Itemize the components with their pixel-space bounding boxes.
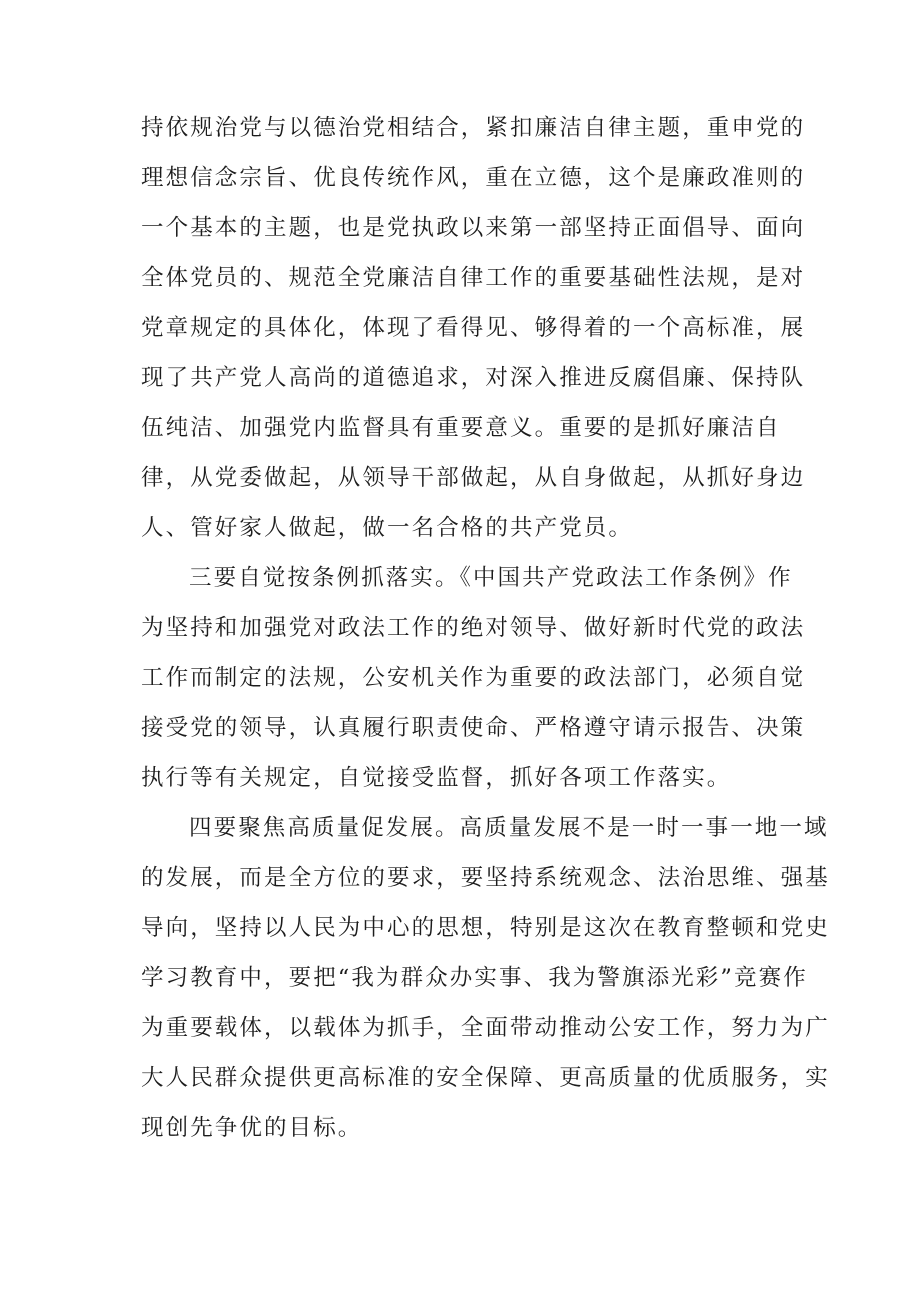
paragraph-line: 全体党员的、规范全党廉洁自律工作的重要基础性法规，是对 [141, 265, 806, 291]
paragraph-line: 现了共产党人高尚的道德追求，对深入推进反腐倡廉、保持队 [141, 365, 806, 391]
paragraph-line: 现创先争优的目标。 [141, 1115, 363, 1141]
paragraph-line: 三要自觉按条例抓落实。《中国共产党政法工作条例》作 [189, 565, 793, 591]
paragraph-line: 理想信念宗旨、优良传统作风，重在立德，这个是廉政准则的 [141, 165, 806, 191]
paragraph-line: 导向，坚持以人民为中心的思想，特别是这次在教育整顿和党史 [141, 915, 830, 941]
paragraph-line: 的发展，而是全方位的要求，要坚持系统观念、法治思维、强基 [141, 865, 830, 891]
paragraph-line: 人、管好家人做起，做一名合格的共产党员。 [141, 515, 634, 541]
paragraph-line: 工作而制定的法规，公安机关作为重要的政法部门，必须自觉 [141, 665, 806, 691]
paragraph-line: 为重要载体，以载体为抓手，全面带动推动公安工作，努力为广 [141, 1015, 830, 1041]
paragraph-line: 一个基本的主题，也是党执政以来第一部坚持正面倡导、面向 [141, 215, 806, 241]
paragraph-line: 执行等有关规定，自觉接受监督，抓好各项工作落实。 [141, 765, 732, 791]
paragraph-line: 党章规定的具体化，体现了看得见、够得着的一个高标准，展 [141, 315, 806, 341]
paragraph-line: 律，从党委做起，从领导干部做起，从自身做起，从抓好身边 [141, 465, 806, 491]
paragraph-line: 四要聚焦高质量促发展。高质量发展不是一时一事一地一域 [189, 815, 829, 841]
paragraph-line: 学习教育中，要把“我为群众办实事、我为警旗添光彩”竞赛作 [141, 965, 808, 991]
paragraph-line: 为坚持和加强党对政法工作的绝对领导、做好新时代党的政法 [141, 615, 806, 641]
paragraph-line: 大人民群众提供更高标准的安全保障、更高质量的优质服务，实 [141, 1065, 830, 1091]
paragraph-line: 持依规治党与以德治党相结合，紧扣廉洁自律主题，重申党的 [141, 115, 806, 141]
paragraph-line: 接受党的领导，认真履行职责使命、严格遵守请示报告、决策 [141, 715, 806, 741]
paragraph-line: 伍纯洁、加强党内监督具有重要意义。重要的是抓好廉洁自 [141, 415, 781, 441]
